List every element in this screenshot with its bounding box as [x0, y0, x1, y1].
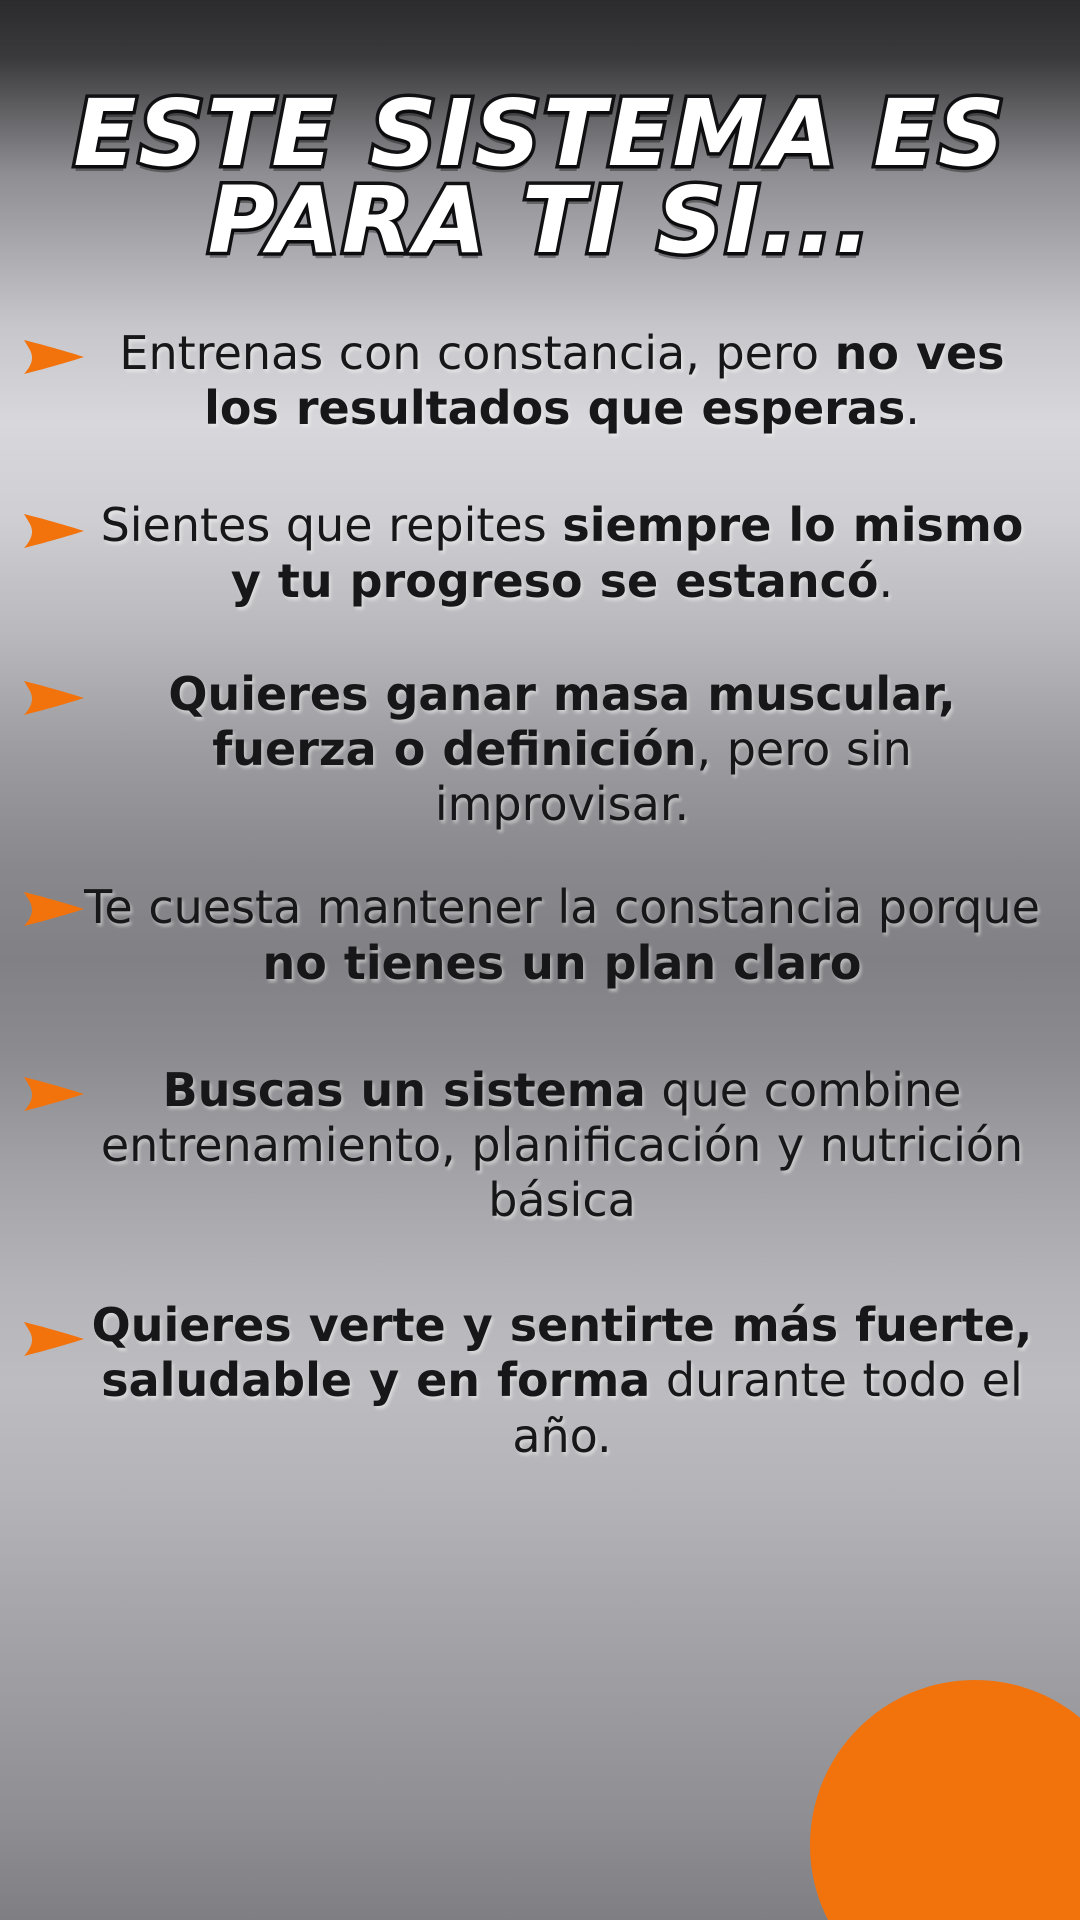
list-item-text: Buscas un sistema que combine entrenamiento, planificación y nutrición básica [100, 1062, 1024, 1228]
orange-arrow-icon [22, 1071, 88, 1117]
list-item [22, 880, 1058, 990]
orange-arrow-icon [22, 508, 88, 554]
list-item [22, 667, 1058, 833]
list-item-text: Quieres ganar masa muscular, fuerza o definición, pero sin improvisar. [168, 666, 956, 832]
list-item [22, 326, 1058, 436]
list-item-text: Entrenas con constancia, pero no ves los resultados que esperas. [119, 326, 1005, 436]
orange-arrow-icon [22, 1316, 88, 1362]
title-line-2: PARA TI SI... [207, 167, 873, 275]
orange-arrow-icon [22, 334, 88, 380]
orange-arrow-icon [22, 675, 88, 721]
orange-arrow-icon [22, 886, 88, 932]
list-item [22, 1298, 1058, 1464]
page-title [0, 62, 1080, 275]
list-item [22, 1063, 1058, 1229]
title-line-1: ESTE SISTEMA ES [73, 79, 1007, 187]
list-item [22, 498, 1058, 608]
corner-accent-shape [810, 1680, 1080, 1920]
list-item-text: Te cuesta mantener la constancia porque no tienes un plan claro [84, 880, 1040, 990]
list-item-text: Sientes que repites siempre lo mismo y tu progreso se estancó. [100, 498, 1024, 608]
list-item-text: Quieres verte y sentirte más fuerte, saludable y en forma durante todo el año. [91, 1298, 1033, 1463]
benefits-list [0, 326, 1080, 1464]
